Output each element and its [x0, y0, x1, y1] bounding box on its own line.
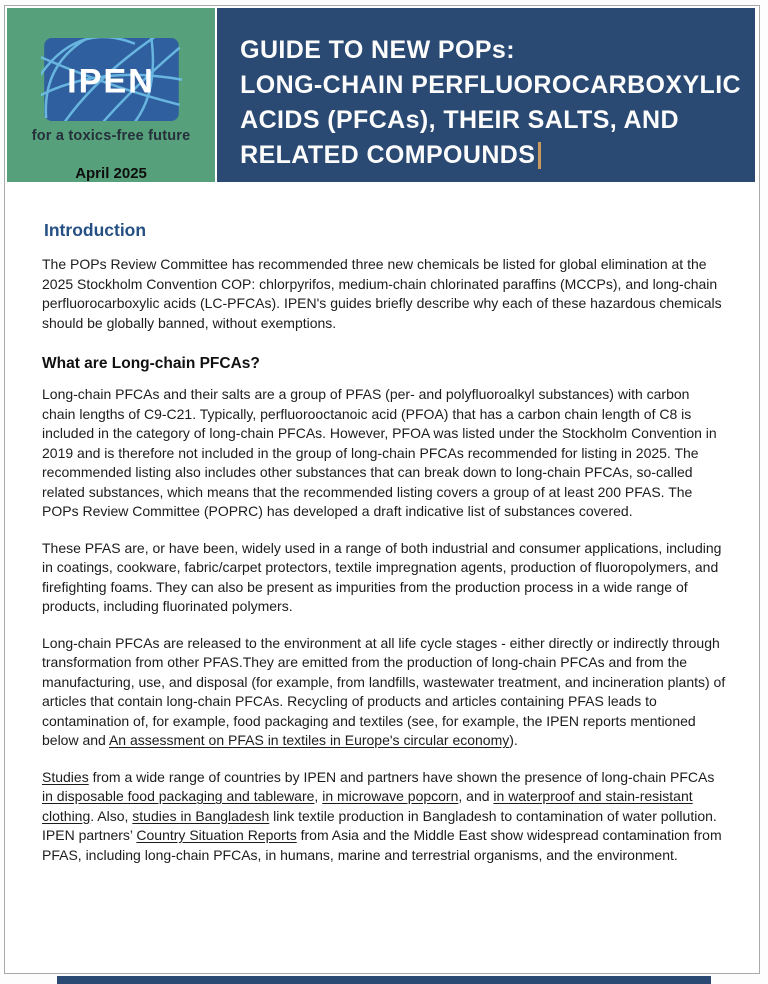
paragraph-text: ,	[314, 788, 323, 804]
inline-link[interactable]: in microwave popcorn	[322, 788, 459, 804]
paragraph-text: . Also,	[90, 807, 133, 824]
header-title-panel	[217, 8, 755, 182]
paragraph-text: link textile production in Bangladesh to contamination of water pollution. IPEN partners’	[42, 807, 717, 843]
inline-link[interactable]: in disposable food packaging and tableware	[42, 788, 315, 804]
ipen-logo	[41, 38, 182, 121]
paragraph-text: Long-chain PFCAs and their salts are a group of PFAS (per- and polyfluoroalkyl substances) with carbon chain lengths of C9-C21. Typically, perfluorooctanoic acid (PFOA) that has a carbon chain length of C8 is included in the category of long-chain PFCAs. However, PFOA was listed under the Stockholm Convention in 2019 and is therefore not included in the group of long-chain PFCAs recommended for listing in 2025. The recommended listing also includes other substances that can break down to long-chain PFCAs, so-called related substances, which means that the recommended listing covers a group of at least 200 PFAS. The POPs Review Committee (POPRC) has developed a draft indicative list of substances covered.	[42, 386, 717, 519]
document-title-line-1: GUIDE TO NEW POPs:	[240, 36, 515, 64]
section-subheading: What are Long-chain PFCAs?	[42, 355, 260, 372]
paragraph	[42, 768, 726, 866]
paragraph-text: These PFAS are, or have been, widely used in a range of both industrial and consumer applications, including in coatings, cookware, fabric/carpet protectors, textile impregnation agents, production of fluoropolymers, and firefighting foams. They can also be present as impurities from the production process in a wide range of products, including fluorinated polymers.	[42, 539, 722, 614]
inline-link[interactable]: Studies	[42, 768, 89, 785]
paragraph-text: from Asia and the Middle East show widespread contamination from PFAS, including long-chain PFCAs, in humans, marine and terrestrial organisms, and the environment.	[42, 827, 722, 863]
next-page-top-edge	[57, 976, 711, 984]
document-page	[4, 5, 760, 974]
intro-heading: Introduction	[44, 220, 147, 240]
ipen-logo-text: IPEN	[66, 62, 155, 101]
document-header	[7, 8, 755, 182]
paragraph-text: ).	[509, 732, 518, 748]
paragraph	[42, 255, 726, 333]
document-title-line-3: ACIDS (PFCAs), THEIR SALTS, AND	[240, 106, 679, 134]
paragraph	[42, 539, 726, 617]
inline-link[interactable]: studies in Bangladesh	[132, 807, 270, 824]
paragraph-text: from a wide range of countries by IPEN and partners have shown the presence of long-chain PFCAs	[88, 768, 715, 785]
document-title-line-2: LONG-CHAIN PERFLUOROCARBOXYLIC	[240, 71, 741, 99]
inline-link[interactable]: Country Situation Reports	[136, 827, 297, 843]
document-title-line-4	[240, 138, 741, 173]
paragraph	[42, 385, 726, 522]
inline-link[interactable]: in waterproof and stain-resistant clothing	[42, 788, 693, 824]
inline-link[interactable]: An assessment on PFAS in textiles in Europe's circular economy	[108, 732, 510, 748]
paragraph-text: Long-chain PFCAs are released to the environment at all life cycle stages - either directly or indirectly through transformation from other PFAS.They are emitted from the production of long-chain PFCAs and from the manufacturing, use, and disposal (for example, from landfills, wastewater treatment, and incineration plants) of articles that contain long-chain PFCAs. Recycling of products and articles containing PFAS leads to contamination of, for example, food packaging and textiles (see, for example, the IPEN reports mentioned below and	[42, 634, 726, 748]
logo-tagline: for a toxics-free future	[31, 128, 191, 144]
document-body	[5, 182, 759, 865]
document-title-line-4-text: RELATED COMPOUNDS	[240, 141, 536, 169]
paragraph-text: The POPs Review Committee has recommended three new chemicals be listed for global elimination at the 2025 Stockholm Convention COP: chlorpyrifos, medium-chain chlorinated paraffins (MCCPs), and long-chain perfluorocarboxylic acids (LC-PFCAs). IPEN's guides briefly describe why each of these hazardous chemicals should be globally banned, without exemptions.	[42, 256, 722, 331]
issue-date: April 2025	[75, 165, 147, 182]
text-cursor	[538, 142, 541, 169]
header-left-panel	[7, 8, 217, 182]
paragraph	[42, 634, 726, 751]
paragraph-text: , and	[458, 788, 494, 804]
